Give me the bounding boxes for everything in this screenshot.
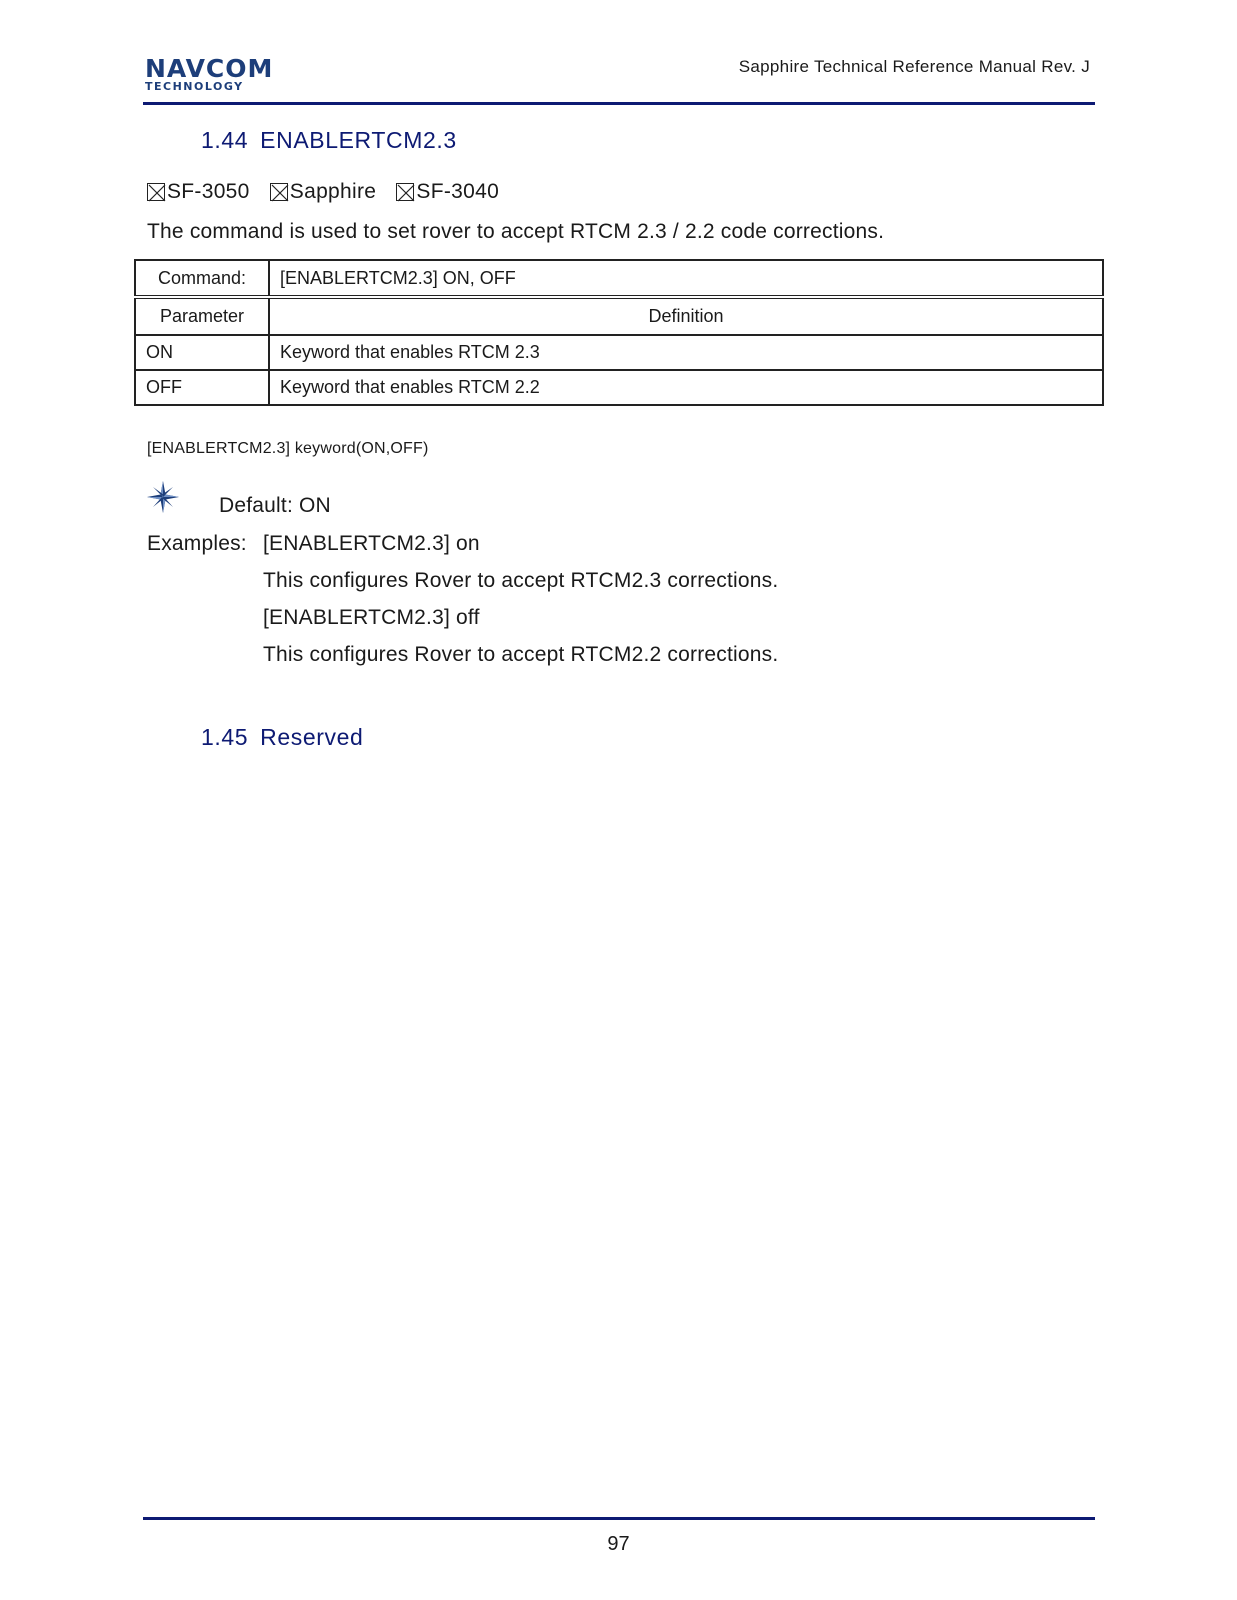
section-title: ENABLERTCM2.3 (260, 127, 457, 153)
param-cell: OFF (135, 370, 269, 405)
checked-box-icon (147, 183, 165, 201)
example-description: This configures Rover to accept RTCM2.3 corrections. (263, 569, 779, 592)
syntax-line: [ENABLERTCM2.3] keyword(ON,OFF) (147, 440, 429, 457)
parameter-header: Parameter (135, 297, 269, 335)
command-row (135, 260, 1103, 297)
document-title: Sapphire Technical Reference Manual Rev. J (738, 57, 1090, 76)
param-cell: ON (135, 335, 269, 370)
command-label: Command: (135, 260, 269, 297)
section-heading-enablertcm (201, 127, 457, 154)
product-label: Sapphire (289, 180, 377, 203)
command-table (134, 259, 1104, 406)
table-header-row (135, 297, 1103, 335)
default-value: Default: ON (219, 494, 331, 517)
command-value: [ENABLERTCM2.3] ON, OFF (269, 260, 1103, 297)
page-number: 97 (607, 1533, 630, 1555)
compass-star-icon (146, 480, 180, 514)
checked-box-icon (270, 183, 288, 201)
checked-box-icon (396, 183, 414, 201)
table-row (135, 335, 1103, 370)
product-sf3050 (147, 180, 250, 204)
header-rule (143, 102, 1095, 105)
example-description: This configures Rover to accept RTCM2.2 corrections. (263, 643, 779, 666)
section-number: 1.44 (201, 127, 249, 153)
product-sapphire (270, 180, 376, 204)
product-label: SF-3040 (416, 180, 500, 203)
logo-subtitle: TECHNOLOGY (145, 80, 244, 93)
product-compatibility (147, 180, 513, 207)
definition-cell: Keyword that enables RTCM 2.2 (269, 370, 1103, 405)
intro-paragraph: The command is used to set rover to accept RTCM 2.3 / 2.2 code corrections. (147, 220, 885, 243)
example-command: [ENABLERTCM2.3] on (263, 532, 480, 555)
footer-rule (143, 1517, 1095, 1520)
section-heading-reserved (201, 724, 363, 751)
definition-header: Definition (269, 297, 1103, 335)
product-label: SF-3050 (167, 180, 250, 203)
navcom-logo (145, 56, 305, 92)
table-row (135, 370, 1103, 405)
examples-label: Examples: (147, 532, 247, 555)
logo-wordmark: NAVCOM (145, 54, 274, 83)
product-sf3040 (396, 180, 499, 204)
example-command: [ENABLERTCM2.3] off (263, 606, 480, 629)
section-title: Reserved (260, 724, 364, 750)
section-number: 1.45 (201, 724, 249, 750)
definition-cell: Keyword that enables RTCM 2.3 (269, 335, 1103, 370)
